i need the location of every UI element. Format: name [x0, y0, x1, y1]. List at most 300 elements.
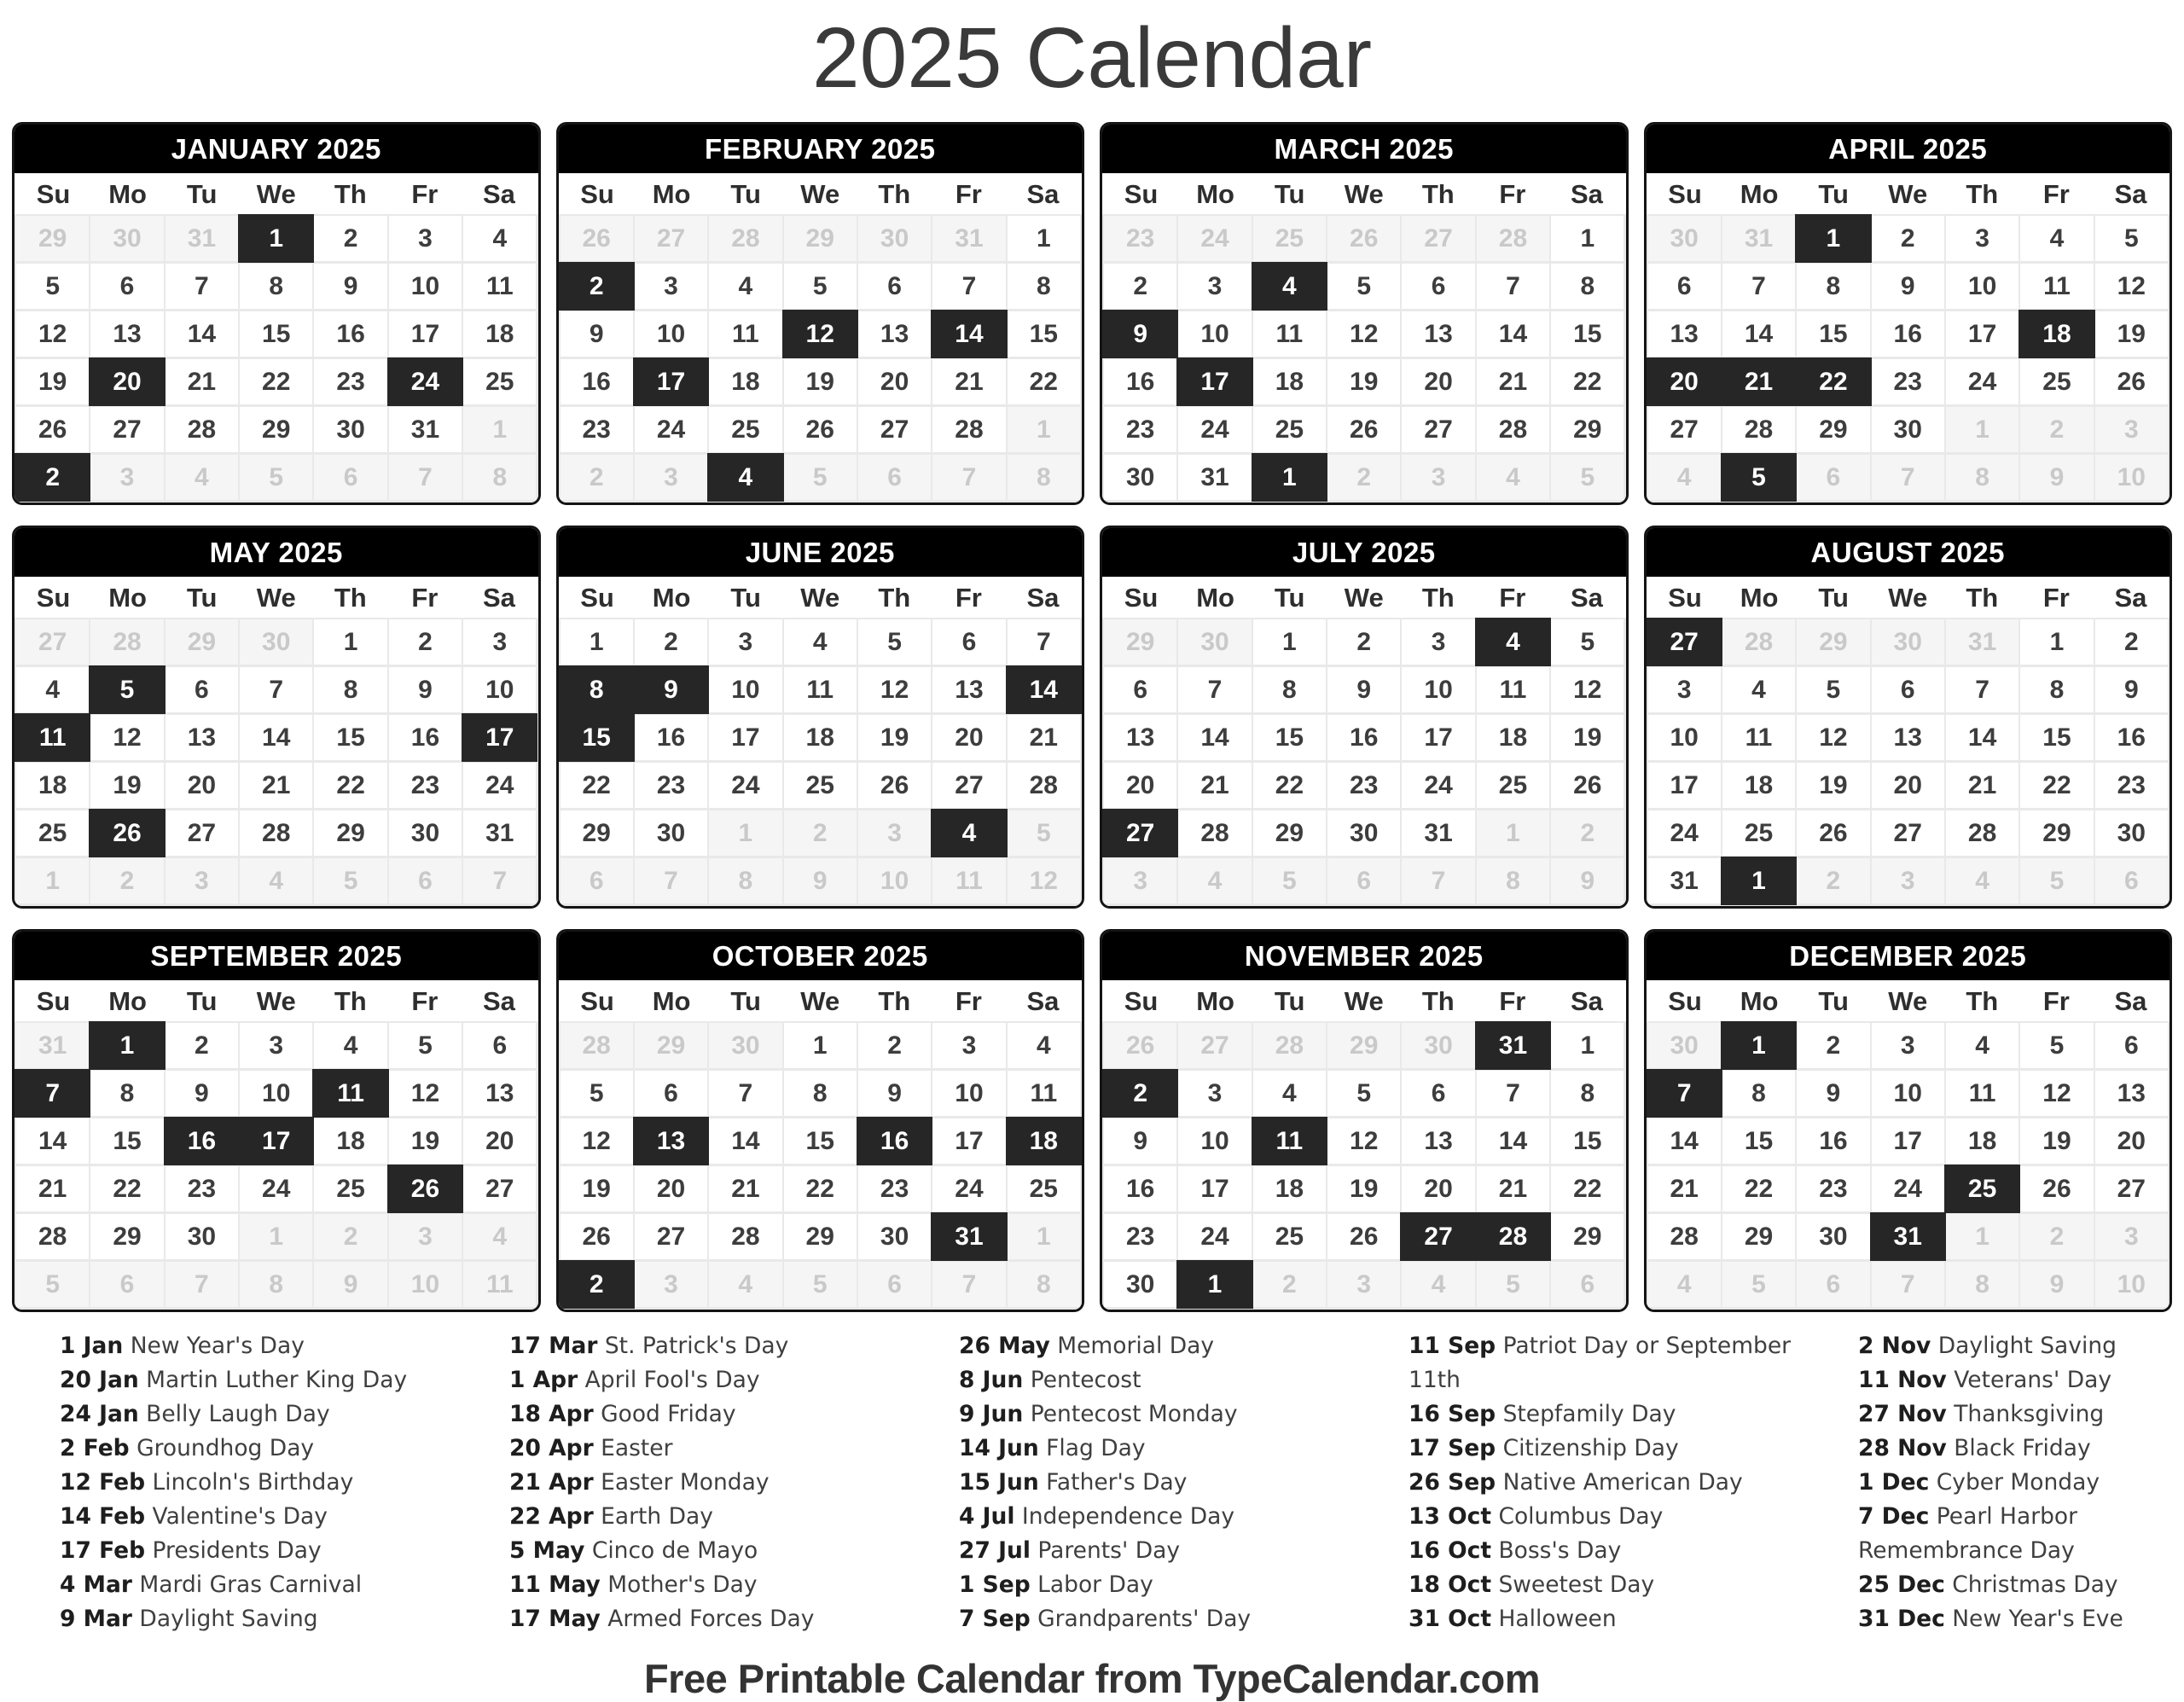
weekday-label: We	[256, 179, 296, 209]
weekday-label: Mo	[1740, 583, 1779, 613]
date-cell: 16	[1327, 715, 1400, 760]
date-cell: 6	[1551, 1262, 1623, 1307]
date-cell: 15	[1008, 311, 1080, 357]
date-cell: 5	[2020, 858, 2093, 903]
date-cell: 6	[314, 455, 386, 500]
date-cell-holiday: 24	[389, 359, 462, 404]
date-cell: 2	[1327, 455, 1400, 500]
date-cell: 1	[1946, 1214, 2018, 1259]
date-cell-holiday: 17	[463, 715, 536, 760]
holiday-date: 11 Nov	[1858, 1367, 1947, 1393]
holiday-name: Memorial Day	[1049, 1333, 1215, 1359]
date-cell: 2	[1797, 858, 1869, 903]
date-cell: 27	[1178, 1023, 1251, 1068]
date-cell: 3	[635, 455, 707, 500]
weekday-label: Tu	[1274, 583, 1305, 613]
date-cell: 23	[635, 763, 707, 808]
date-cell: 3	[1946, 216, 2018, 261]
date-cell: 2	[2095, 619, 2168, 665]
date-cell: 23	[314, 359, 386, 404]
holiday-date: 5 May	[509, 1537, 585, 1564]
date-cell: 15	[1551, 311, 1623, 357]
date-cell: 5	[784, 1262, 857, 1307]
date-cell: 11	[1253, 311, 1326, 357]
holiday-name: Martin Luther King Day	[138, 1367, 408, 1393]
weekday-label: Fr	[411, 986, 439, 1016]
date-cell: 10	[1178, 1118, 1251, 1164]
date-grid	[1647, 1021, 2170, 1310]
month-header: JUNE 2025	[559, 528, 1083, 577]
holiday-date: 14 Jun	[959, 1435, 1039, 1461]
holiday-date: 24 Jan	[60, 1401, 139, 1427]
date-cell: 8	[1551, 1071, 1623, 1116]
date-cell: 14	[166, 311, 238, 357]
date-cell: 26	[858, 763, 931, 808]
holiday-name: Mother's Day	[600, 1571, 758, 1598]
date-cell: 9	[1104, 1118, 1176, 1164]
date-cell-holiday: 11	[314, 1071, 386, 1116]
date-cell: 30	[858, 216, 931, 261]
date-cell: 30	[1797, 1214, 1869, 1259]
date-cell: 8	[709, 858, 781, 903]
date-cell: 25	[709, 407, 781, 452]
weekday-row	[1102, 173, 1626, 214]
weekday-label: Su	[1668, 583, 1702, 613]
date-cell-holiday: 1	[1797, 216, 1869, 261]
date-cell: 9	[166, 1071, 238, 1116]
date-cell: 4	[1946, 858, 2018, 903]
weekday-label: Sa	[1570, 179, 1603, 209]
date-cell: 13	[463, 1071, 536, 1116]
date-cell: 9	[1872, 264, 1944, 309]
date-cell: 19	[2095, 311, 2168, 357]
date-cell: 18	[16, 763, 89, 808]
date-cell: 19	[389, 1118, 462, 1164]
date-cell: 4	[1402, 1262, 1474, 1307]
weekday-label: Fr	[1499, 179, 1526, 209]
date-cell-holiday: 5	[1722, 455, 1795, 500]
date-cell-holiday: 15	[561, 715, 633, 760]
date-cell: 11	[463, 1262, 536, 1307]
weekday-label: Tu	[1818, 986, 1849, 1016]
date-cell: 29	[166, 619, 238, 665]
date-cell: 15	[784, 1118, 857, 1164]
date-cell: 6	[1402, 1071, 1474, 1116]
date-cell: 11	[709, 311, 781, 357]
weekday-label: Tu	[730, 179, 761, 209]
date-cell: 25	[1477, 763, 1549, 808]
date-cell: 29	[1551, 407, 1623, 452]
date-cell-holiday: 1	[1722, 1023, 1795, 1068]
holiday-name: St. Patrick's Day	[597, 1333, 789, 1359]
date-cell: 28	[1253, 1023, 1326, 1068]
holiday-date: 1 Sep	[959, 1571, 1031, 1598]
date-cell: 14	[16, 1118, 89, 1164]
weekday-label: We	[1888, 583, 1928, 613]
holiday-list	[0, 1312, 2184, 1636]
date-cell: 7	[1402, 858, 1474, 903]
date-cell: 25	[1253, 407, 1326, 452]
weekday-label: Th	[334, 179, 367, 209]
date-cell: 1	[240, 1214, 312, 1259]
date-cell: 17	[932, 1118, 1005, 1164]
date-cell: 30	[1402, 1023, 1474, 1068]
date-cell: 26	[1104, 1023, 1176, 1068]
date-cell: 25	[16, 810, 89, 856]
date-cell: 6	[1648, 264, 1721, 309]
date-cell: 4	[314, 1023, 386, 1068]
date-cell: 6	[1402, 264, 1474, 309]
weekday-label: Mo	[108, 583, 147, 613]
date-cell: 3	[463, 619, 536, 665]
weekday-label: We	[256, 986, 296, 1016]
weekday-row	[1647, 577, 2170, 618]
date-cell-holiday: 26	[389, 1166, 462, 1211]
date-cell: 20	[1872, 763, 1944, 808]
holiday-date: 20 Apr	[509, 1435, 594, 1461]
date-cell: 1	[2020, 619, 2093, 665]
date-cell: 30	[1104, 1262, 1176, 1307]
date-cell: 12	[16, 311, 89, 357]
weekday-label: Th	[334, 986, 367, 1016]
date-cell: 10	[635, 311, 707, 357]
date-cell: 10	[2095, 455, 2168, 500]
date-cell-holiday: 27	[1402, 1214, 1474, 1259]
holiday-name: Daylight Saving	[132, 1606, 318, 1632]
date-grid	[1102, 214, 1626, 502]
date-cell: 16	[561, 359, 633, 404]
date-cell: 14	[709, 1118, 781, 1164]
date-cell-holiday: 16	[858, 1118, 931, 1164]
date-cell-holiday: 28	[1477, 1214, 1549, 1259]
date-cell: 8	[1008, 1262, 1080, 1307]
date-cell: 12	[2020, 1071, 2093, 1116]
date-cell: 4	[16, 667, 89, 712]
date-cell: 15	[90, 1118, 163, 1164]
date-cell: 3	[2095, 407, 2168, 452]
date-cell: 30	[1648, 216, 1721, 261]
date-cell: 5	[389, 1023, 462, 1068]
date-cell: 12	[561, 1118, 633, 1164]
date-cell: 15	[1797, 311, 1869, 357]
date-cell: 5	[16, 1262, 89, 1307]
date-cell: 22	[90, 1166, 163, 1211]
weekday-label: Tu	[730, 583, 761, 613]
date-cell: 6	[858, 1262, 931, 1307]
holiday-name: Father's Day	[1038, 1469, 1188, 1496]
date-cell: 1	[1253, 619, 1326, 665]
holiday-column	[509, 1329, 959, 1636]
month-october	[556, 929, 1085, 1312]
date-cell: 2	[635, 619, 707, 665]
holiday-date: 17 Feb	[60, 1537, 146, 1564]
date-cell: 19	[784, 359, 857, 404]
date-cell: 3	[240, 1023, 312, 1068]
date-cell-holiday: 9	[635, 667, 707, 712]
date-cell-holiday: 14	[1008, 667, 1080, 712]
date-cell-holiday: 20	[1648, 359, 1721, 404]
date-cell: 30	[240, 619, 312, 665]
weekday-label: Su	[36, 986, 71, 1016]
weekday-label: Fr	[955, 583, 982, 613]
month-header: JANUARY 2025	[15, 125, 538, 173]
date-cell: 14	[1648, 1118, 1721, 1164]
holiday-date: 18 Oct	[1409, 1571, 1492, 1598]
date-cell-holiday: 17	[1178, 359, 1251, 404]
date-cell: 30	[858, 1214, 931, 1259]
date-cell: 12	[2095, 264, 2168, 309]
date-cell-holiday: 1	[1178, 1262, 1251, 1307]
holiday-name: Belly Laugh Day	[138, 1401, 330, 1427]
date-cell-holiday: 11	[1253, 1118, 1326, 1164]
weekday-label: Sa	[482, 179, 515, 209]
date-cell: 19	[561, 1166, 633, 1211]
date-cell: 21	[1008, 715, 1080, 760]
date-cell-holiday: 21	[1722, 359, 1795, 404]
holiday-item	[509, 1432, 904, 1466]
holiday-date: 25 Dec	[1858, 1571, 1945, 1598]
date-cell: 29	[1104, 619, 1176, 665]
date-cell: 2	[90, 858, 163, 903]
date-cell: 23	[1104, 216, 1176, 261]
date-cell: 23	[1872, 359, 1944, 404]
date-cell: 1	[463, 407, 536, 452]
date-cell: 8	[1722, 1071, 1795, 1116]
weekday-label: Mo	[108, 179, 147, 209]
date-cell: 9	[2020, 455, 2093, 500]
weekday-row	[559, 173, 1083, 214]
date-cell: 5	[784, 264, 857, 309]
date-cell: 29	[784, 216, 857, 261]
date-cell: 7	[1178, 667, 1251, 712]
date-cell: 29	[784, 1214, 857, 1259]
holiday-item	[509, 1397, 904, 1432]
holiday-date: 31 Oct	[1409, 1606, 1492, 1632]
date-cell: 17	[1648, 763, 1721, 808]
date-cell: 9	[389, 667, 462, 712]
date-cell: 28	[1946, 810, 2018, 856]
weekday-label: Th	[1966, 583, 1999, 613]
date-cell-holiday: 2	[561, 264, 633, 309]
holiday-name: Pentecost	[1023, 1367, 1141, 1393]
date-cell: 23	[1104, 407, 1176, 452]
date-cell-holiday: 31	[1477, 1023, 1549, 1068]
holiday-date: 4 Jul	[959, 1503, 1015, 1530]
date-cell: 4	[709, 264, 781, 309]
weekday-label: Fr	[955, 179, 982, 209]
weekday-label: Th	[878, 583, 911, 613]
month-december	[1644, 929, 2173, 1312]
date-cell: 22	[1551, 1166, 1623, 1211]
date-cell: 5	[1008, 810, 1080, 856]
weekday-label: Fr	[1499, 986, 1526, 1016]
date-cell: 14	[1477, 1118, 1549, 1164]
date-cell: 9	[561, 311, 633, 357]
date-cell: 7	[166, 1262, 238, 1307]
date-cell: 9	[784, 858, 857, 903]
date-cell: 6	[1797, 1262, 1869, 1307]
weekday-label: Su	[36, 583, 71, 613]
date-cell: 8	[1008, 264, 1080, 309]
date-cell: 22	[240, 359, 312, 404]
holiday-date: 8 Jun	[959, 1367, 1024, 1393]
holiday-date: 1 Jan	[60, 1333, 124, 1359]
holiday-date: 14 Feb	[60, 1503, 146, 1530]
date-cell: 16	[1797, 1118, 1869, 1164]
date-cell: 5	[561, 1071, 633, 1116]
holiday-name: Pentecost Monday	[1023, 1401, 1238, 1427]
date-grid	[15, 1021, 538, 1310]
date-cell: 26	[1327, 1214, 1400, 1259]
date-cell: 17	[1946, 311, 2018, 357]
date-cell: 17	[1178, 1166, 1251, 1211]
date-cell: 2	[1872, 216, 1944, 261]
date-cell: 27	[1402, 216, 1474, 261]
weekday-label: Sa	[1570, 986, 1603, 1016]
holiday-name: Mardi Gras Carnival	[132, 1571, 363, 1598]
date-cell-holiday: 1	[1253, 455, 1326, 500]
date-cell: 30	[635, 810, 707, 856]
date-cell: 6	[1797, 455, 1869, 500]
date-cell: 23	[389, 763, 462, 808]
date-cell: 8	[90, 1071, 163, 1116]
holiday-date: 20 Jan	[60, 1367, 139, 1393]
weekday-label: Fr	[1499, 583, 1526, 613]
date-cell: 20	[1402, 359, 1474, 404]
date-cell: 17	[389, 311, 462, 357]
date-cell: 28	[166, 407, 238, 452]
date-cell: 25	[1253, 1214, 1326, 1259]
date-cell: 30	[1872, 619, 1944, 665]
date-cell: 14	[1477, 311, 1549, 357]
holiday-item	[1858, 1397, 2174, 1432]
date-cell: 20	[166, 763, 238, 808]
date-cell: 19	[1327, 359, 1400, 404]
months-grid	[0, 122, 2184, 1312]
date-cell: 2	[1253, 1262, 1326, 1307]
weekday-label: Th	[1966, 179, 1999, 209]
holiday-item	[1409, 1500, 1804, 1534]
date-cell: 8	[240, 264, 312, 309]
holiday-date: 31 Dec	[1858, 1606, 1945, 1632]
date-cell: 29	[2020, 810, 2093, 856]
date-cell: 29	[635, 1023, 707, 1068]
date-cell: 1	[1477, 810, 1549, 856]
weekday-label: Th	[878, 179, 911, 209]
date-cell: 13	[1872, 715, 1944, 760]
date-cell: 19	[858, 715, 931, 760]
holiday-item	[509, 1500, 904, 1534]
date-cell: 29	[240, 407, 312, 452]
date-cell: 16	[314, 311, 386, 357]
holiday-name: Stepfamily Day	[1496, 1401, 1676, 1427]
date-grid	[1102, 618, 1626, 906]
date-cell: 3	[709, 619, 781, 665]
weekday-label: We	[256, 583, 296, 613]
date-cell: 16	[389, 715, 462, 760]
date-cell: 4	[1648, 1262, 1721, 1307]
holiday-item	[1858, 1432, 2174, 1466]
date-cell: 8	[1477, 858, 1549, 903]
date-cell: 15	[240, 311, 312, 357]
holiday-date: 17 Mar	[509, 1333, 598, 1359]
date-cell: 7	[1872, 455, 1944, 500]
date-cell: 3	[90, 455, 163, 500]
holiday-date: 4 Mar	[60, 1571, 132, 1598]
holiday-item	[1858, 1602, 2174, 1636]
month-may	[12, 526, 541, 909]
date-cell: 3	[1178, 1071, 1251, 1116]
date-cell: 24	[1178, 216, 1251, 261]
date-cell: 22	[1253, 763, 1326, 808]
date-cell: 7	[1477, 264, 1549, 309]
date-cell: 22	[1551, 359, 1623, 404]
holiday-date: 27 Jul	[959, 1537, 1031, 1564]
holiday-name: Black Friday	[1946, 1435, 2091, 1461]
date-cell: 1	[784, 1023, 857, 1068]
date-cell: 25	[1008, 1166, 1080, 1211]
date-cell-holiday: 7	[1648, 1071, 1721, 1116]
weekday-label: Su	[36, 179, 71, 209]
date-cell: 9	[858, 1071, 931, 1116]
date-cell: 7	[1477, 1071, 1549, 1116]
date-grid	[1102, 1021, 1626, 1310]
date-cell: 18	[1722, 763, 1795, 808]
date-cell: 9	[2020, 1262, 2093, 1307]
date-cell: 2	[2020, 407, 2093, 452]
holiday-date: 9 Jun	[959, 1401, 1024, 1427]
month-header: DECEMBER 2025	[1647, 932, 2170, 980]
weekday-label: Th	[334, 583, 367, 613]
weekday-label: Sa	[482, 583, 515, 613]
date-cell-holiday: 22	[1797, 359, 1869, 404]
date-cell: 1	[1008, 1214, 1080, 1259]
date-cell: 3	[1104, 858, 1176, 903]
date-cell: 7	[635, 858, 707, 903]
date-cell: 2	[314, 1214, 386, 1259]
weekday-label: Sa	[1026, 179, 1060, 209]
date-cell: 3	[858, 810, 931, 856]
date-cell: 4	[1722, 667, 1795, 712]
date-cell: 18	[314, 1118, 386, 1164]
holiday-item	[959, 1602, 1354, 1636]
date-cell: 21	[932, 359, 1005, 404]
holiday-name: Pearl Harbor Remembrance Day	[1858, 1503, 2078, 1564]
date-cell-holiday: 7	[16, 1071, 89, 1116]
date-cell: 26	[1551, 763, 1623, 808]
date-cell: 17	[709, 715, 781, 760]
month-july	[1100, 526, 1629, 909]
holiday-name: Halloween	[1491, 1606, 1617, 1632]
date-cell: 6	[561, 858, 633, 903]
weekday-label: Sa	[1570, 583, 1603, 613]
date-cell: 9	[1551, 858, 1623, 903]
date-cell: 2	[166, 1023, 238, 1068]
date-cell: 6	[463, 1023, 536, 1068]
date-cell: 8	[1946, 1262, 2018, 1307]
date-cell: 12	[90, 715, 163, 760]
date-cell: 24	[635, 407, 707, 452]
date-cell: 22	[561, 763, 633, 808]
date-cell: 3	[635, 1262, 707, 1307]
date-cell: 15	[1253, 715, 1326, 760]
weekday-label: Su	[1124, 986, 1159, 1016]
date-cell: 20	[932, 715, 1005, 760]
month-january	[12, 122, 541, 505]
month-header: APRIL 2025	[1647, 125, 2170, 173]
holiday-date: 16 Sep	[1409, 1401, 1496, 1427]
holiday-name: Armed Forces Day	[600, 1606, 815, 1632]
